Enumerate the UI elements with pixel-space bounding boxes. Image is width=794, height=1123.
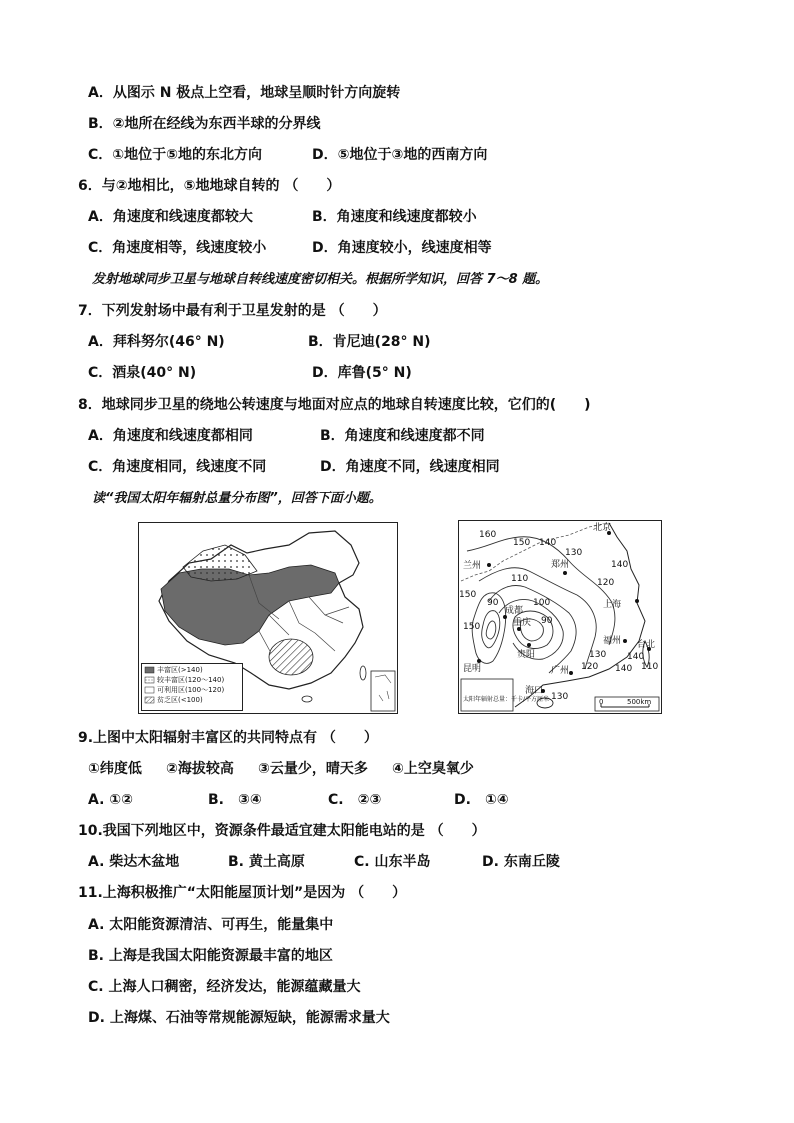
isoline-value: 100 bbox=[533, 598, 551, 608]
isoline-west-inner bbox=[482, 611, 500, 648]
q8-option-a: A．角速度和线速度都相同 bbox=[88, 428, 253, 444]
q8-options-cd bbox=[88, 458, 688, 476]
city-label: 北京 bbox=[593, 523, 612, 533]
city-label: 台北 bbox=[637, 640, 656, 650]
legend-label-usable: 可利用区(100～120) bbox=[157, 686, 225, 694]
legend-label-fairly-rich: 较丰富区(120～140) bbox=[157, 676, 225, 684]
scale-zero: 0 bbox=[599, 698, 604, 706]
solar-zone-legend bbox=[141, 663, 243, 711]
city-label: 昆明 bbox=[463, 664, 482, 674]
legend-label-rich: 丰富区(>140) bbox=[157, 666, 203, 674]
isoline-map-graphic bbox=[459, 521, 661, 713]
city-label: 海口 bbox=[525, 686, 544, 696]
q7-stem: 7．下列发射场中最有利于卫星发射的是 （ ） bbox=[78, 303, 387, 319]
isoline-legend-text: 太阳年辐射总量：千卡/平方厘米 bbox=[463, 696, 550, 703]
q8-stem: 8．地球同步卫星的绕地公转速度与地面对应点的地球自转速度比较，它们的( ) bbox=[78, 397, 591, 413]
isoline-value: 110 bbox=[511, 574, 529, 584]
q6-options-ab bbox=[88, 208, 688, 226]
q10-option-b: B. 黄土高原 bbox=[228, 854, 305, 870]
isoline-west-core bbox=[486, 621, 496, 639]
isoline-value: 140 bbox=[539, 538, 557, 548]
q7-option-b: B．肯尼迪(28° N) bbox=[308, 334, 431, 350]
q11-option-c: C. 上海人口稠密，经济发达，能源蕴藏量大 bbox=[88, 979, 361, 995]
q10-option-d: D. 东南丘陵 bbox=[482, 854, 560, 870]
q6-option-d: D．角速度较小，线速度相等 bbox=[312, 240, 492, 256]
q7-options-cd bbox=[88, 364, 688, 382]
marker-guangzhou bbox=[569, 671, 573, 675]
q7-options-ab bbox=[88, 333, 688, 351]
isoline-value: 130 bbox=[565, 548, 583, 558]
q8-option-b: B．角速度和线速度都不同 bbox=[320, 428, 485, 444]
isoline-value: 130 bbox=[589, 650, 607, 660]
city-label: 贵阳 bbox=[517, 650, 536, 660]
q9-item-4: ④上空臭氧少 bbox=[392, 761, 474, 777]
poor-zone bbox=[269, 639, 313, 675]
city-label: 重庆 bbox=[513, 618, 532, 628]
scale-label: 500km bbox=[627, 698, 652, 706]
marker-zhengzhou bbox=[563, 571, 567, 575]
isoline-value: 120 bbox=[597, 578, 615, 588]
q5-options-cd bbox=[88, 146, 688, 164]
q7-option-c: C．酒泉(40° N) bbox=[88, 365, 197, 381]
isoline-130 bbox=[479, 568, 596, 669]
south-sea-inset bbox=[371, 671, 395, 711]
city-label: 成都 bbox=[505, 606, 524, 616]
legend-swatch-fairly-rich bbox=[145, 677, 154, 683]
q6-options-cd bbox=[88, 239, 688, 257]
isoline-140 bbox=[467, 537, 615, 645]
isoline-value: 110 bbox=[641, 662, 659, 672]
q9-stem: 9.上图中太阳辐射丰富区的共同特点有 （ ） bbox=[78, 730, 378, 746]
q7-option-a: A．拜科努尔(46° N) bbox=[88, 334, 225, 350]
city-label: 上海 bbox=[603, 600, 622, 610]
q11-option-b: B. 上海是我国太阳能资源最丰富的地区 bbox=[88, 948, 333, 964]
q9-options bbox=[88, 791, 688, 809]
q9-item-2: ②海拔较高 bbox=[166, 761, 234, 777]
isoline-legend-box bbox=[461, 679, 513, 711]
city-label: 兰州 bbox=[463, 561, 482, 571]
q10-option-a: A. 柴达木盆地 bbox=[88, 854, 180, 870]
marker-kunming bbox=[477, 659, 481, 663]
city-label: 福州 bbox=[603, 636, 622, 646]
q7-option-d: D．库鲁(5° N) bbox=[312, 365, 412, 381]
radiation-isoline-map bbox=[458, 520, 662, 714]
q8-option-c: C．角速度相同，线速度不同 bbox=[88, 459, 267, 475]
q5-option-a: A．从图示 N 极点上空看，地球呈顺时针方向旋转 bbox=[88, 85, 401, 101]
isoline-value: 140 bbox=[615, 664, 633, 674]
q9-item-1: ①纬度低 bbox=[88, 761, 142, 777]
isoline-value: 150 bbox=[513, 538, 531, 548]
q6-stem: 6．与②地相比，⑤地地球自转的 （ ） bbox=[78, 178, 341, 194]
isoline-value: 120 bbox=[581, 662, 599, 672]
q5-option-b: B．②地所在经线为东西半球的分界线 bbox=[88, 116, 321, 132]
city-label: 郑州 bbox=[551, 560, 570, 570]
legend-swatch-rich bbox=[145, 667, 154, 673]
isoline-value: 150 bbox=[459, 590, 477, 600]
q8-option-d: D．角速度不同，线速度相同 bbox=[320, 459, 500, 475]
isoline-value: 90 bbox=[487, 598, 499, 608]
q9-option-c: C. ②③ bbox=[328, 792, 382, 808]
dotted-zone bbox=[183, 545, 257, 581]
marker-lanzhou bbox=[487, 563, 491, 567]
marker-shanghai bbox=[635, 599, 639, 603]
q10-option-c: C. 山东半岛 bbox=[354, 854, 431, 870]
marker-fuzhou bbox=[623, 639, 627, 643]
legend-label-poor: 贫乏区(<100) bbox=[157, 696, 203, 704]
intro-map: 读“我国太阳年辐射总量分布图”，回答下面小题。 bbox=[92, 491, 382, 506]
q9-option-b: B. ③④ bbox=[208, 792, 262, 808]
marker-guiyang bbox=[527, 643, 531, 647]
city-label: 广州 bbox=[551, 666, 570, 676]
q5-option-d: D．⑤地位于③地的西南方向 bbox=[312, 147, 488, 163]
isoline-value: 130 bbox=[551, 692, 569, 702]
isoline-value: 160 bbox=[479, 530, 497, 540]
taiwan-island bbox=[360, 666, 366, 680]
isoline-value: 140 bbox=[611, 560, 629, 570]
isoline-value: 90 bbox=[541, 616, 553, 626]
q5-option-c: C．①地位于⑤地的东北方向 bbox=[88, 147, 262, 163]
q10-options bbox=[88, 853, 688, 871]
q8-options-ab bbox=[88, 427, 688, 445]
q9-option-d: D. ①④ bbox=[454, 792, 509, 808]
q9-item-3: ③云量少，晴天多 bbox=[258, 761, 368, 777]
q6-option-c: C．角速度相等，线速度较小 bbox=[88, 240, 267, 256]
legend-swatch-usable bbox=[145, 687, 154, 693]
q6-option-b: B．角速度和线速度都较小 bbox=[312, 209, 477, 225]
q11-option-d: D. 上海煤、石油等常规能源短缺，能源需求量大 bbox=[88, 1010, 390, 1026]
solar-zone-map bbox=[138, 522, 398, 714]
isoline-value: 150 bbox=[463, 622, 481, 632]
q9-option-a: A. ①② bbox=[88, 792, 133, 808]
q11-option-a: A. 太阳能资源清洁、可再生，能量集中 bbox=[88, 917, 334, 933]
q11-stem: 11.上海积极推广“太阳能屋顶计划”是因为 （ ） bbox=[78, 885, 407, 901]
intro-q7-8: 发射地球同步卫星与地球自转线速度密切相关。根据所学知识，回答 7～8 题。 bbox=[92, 272, 549, 287]
q6-option-a: A．角速度和线速度都较大 bbox=[88, 209, 253, 225]
q10-stem: 10.我国下列地区中，资源条件最适宜建太阳能电站的是 （ ） bbox=[78, 823, 486, 839]
hainan-island bbox=[302, 696, 312, 702]
isoline-value: 140 bbox=[627, 652, 645, 662]
legend-swatch-poor bbox=[145, 697, 154, 703]
q9-items bbox=[88, 760, 688, 778]
